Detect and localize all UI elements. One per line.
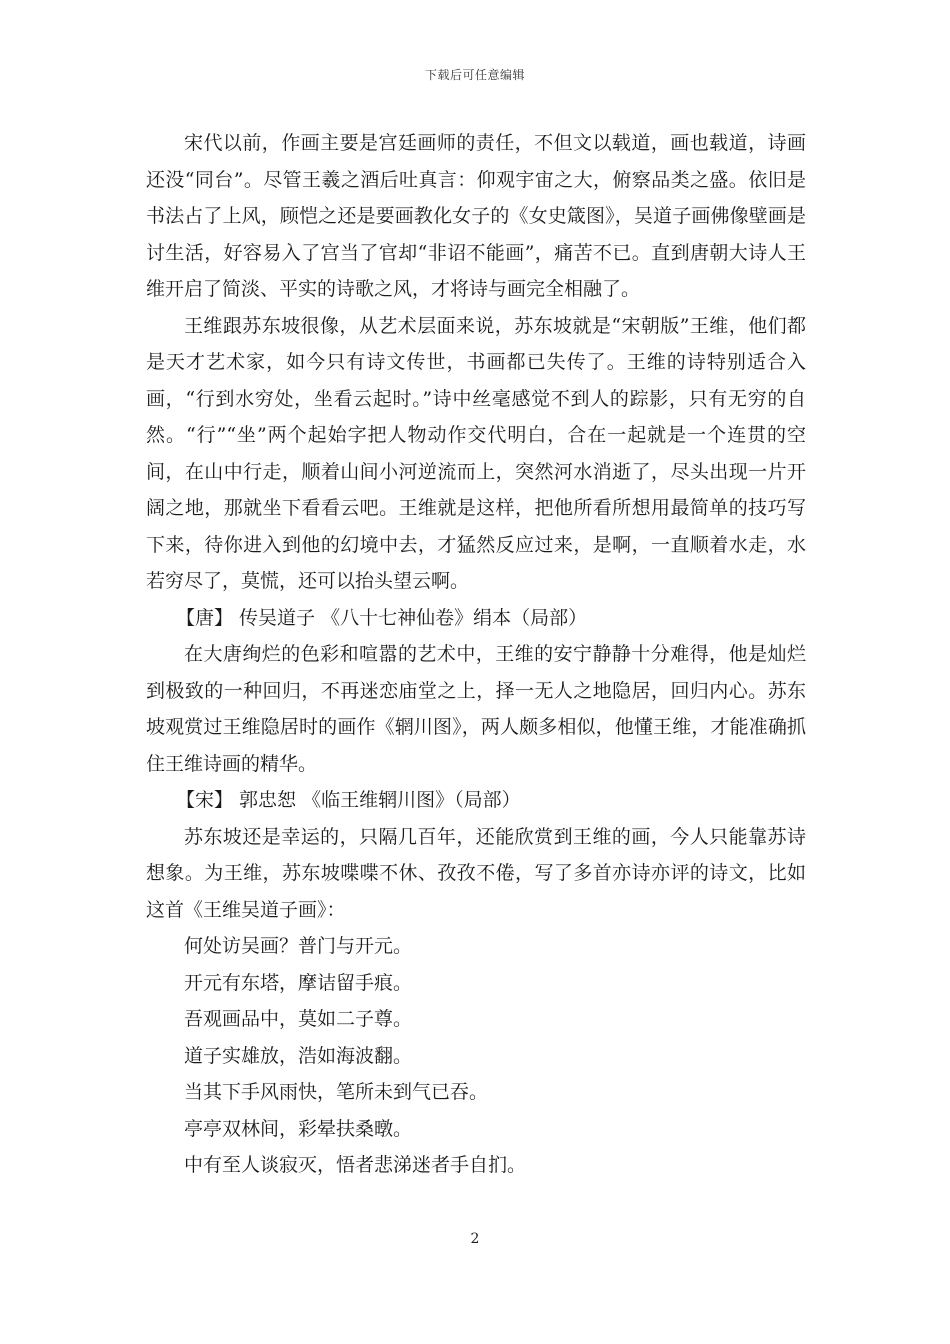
poem-line-4: 道子实雄放，浩如海波翻。 xyxy=(184,1044,413,1067)
poem-line-7: 中有至人谈寂灭，悟者悲涕迷者手自扪。 xyxy=(184,1154,527,1176)
poem-line-2: 开元有东塔，摩诘留手痕。 xyxy=(184,971,413,994)
page-number: 2 xyxy=(470,1231,480,1247)
page-header: 下载后可任意编辑 xyxy=(424,68,525,82)
paragraph-1: 宋代以前，作画主要是宫廷画师的责任，不但文以载道，画也载道，诗画还没“同台”。尽管王羲之酒后吐真言：仰观宇宙之大，俯察品类之盛。依旧是书法占了上风，顾恺之还是要画教化女子的《女史箴图》，吴道子画佛像壁画是讨生活，好容易入了宫当了官却“非诏不能画”，痛苦不已。直到唐朝大诗人王维开启了简淡、平实的诗歌之风，才将诗与画完全相融了。 xyxy=(146,132,806,300)
image-caption-tang: 【唐】 传吴道子 《八十七神仙卷》绢本（局部） xyxy=(176,606,588,629)
poem-line-3: 吾观画品中，莫如二子尊。 xyxy=(184,1008,413,1030)
document-body xyxy=(146,125,806,1184)
paragraph-4: 苏东坡还是幸运的，只隔几百年，还能欣赏到王维的画，今人只能靠苏诗想象。为王维，苏东坡喋喋不休、孜孜不倦，写了多首亦诗亦评的诗文，比如这首《王维吴道子画》： xyxy=(146,825,806,921)
poem-line-6: 亭亭双林间，彩晕扶桑暾。 xyxy=(184,1117,413,1140)
poem-line-1: 何处访吴画？普门与开元。 xyxy=(184,935,413,957)
poem-line-5: 当其下手风雨快，笔所未到气已吞。 xyxy=(184,1081,489,1103)
paragraph-3: 在大唐绚烂的色彩和喧嚣的艺术中，王维的安宁静静十分难得，他是灿烂到极致的一种回归，不再迷恋庙堂之上，择一无人之地隐居，回归内心。苏东坡观赏过王维隐居时的画作《辋川图》，两人颇多相似，他懂王维，才能准确抓住王维诗画的精华。 xyxy=(146,643,806,775)
image-caption-song: 【宋】 郭忠恕 《临王维辋川图》（局部） xyxy=(176,789,521,811)
paragraph-2: 王维跟苏东坡很像，从艺术层面来说，苏东坡就是“宋朝版”王维，他们都是天才艺术家，如今只有诗文传世，书画都已失传了。王维的诗特别适合入画，“行到水穷处，坐看云起时。”诗中丝毫感觉不到人的踪影，只有无穷的自然。“行”“坐”两个起始字把人物动作交代明白，合在一起就是一个连贯的空间，在山中行走，顺着山间小河逆流而上，突然河水消逝了，尽头出现一片开阔之地，那就坐下看看云吧。王维就是这样，把他所看所想用最简单的技巧写下来，待你进入到他的幻境中去，才猛然反应过来，是啊，一直顺着水走，水若穷尽了，莫慌，还可以抬头望云啊。 xyxy=(146,314,806,592)
